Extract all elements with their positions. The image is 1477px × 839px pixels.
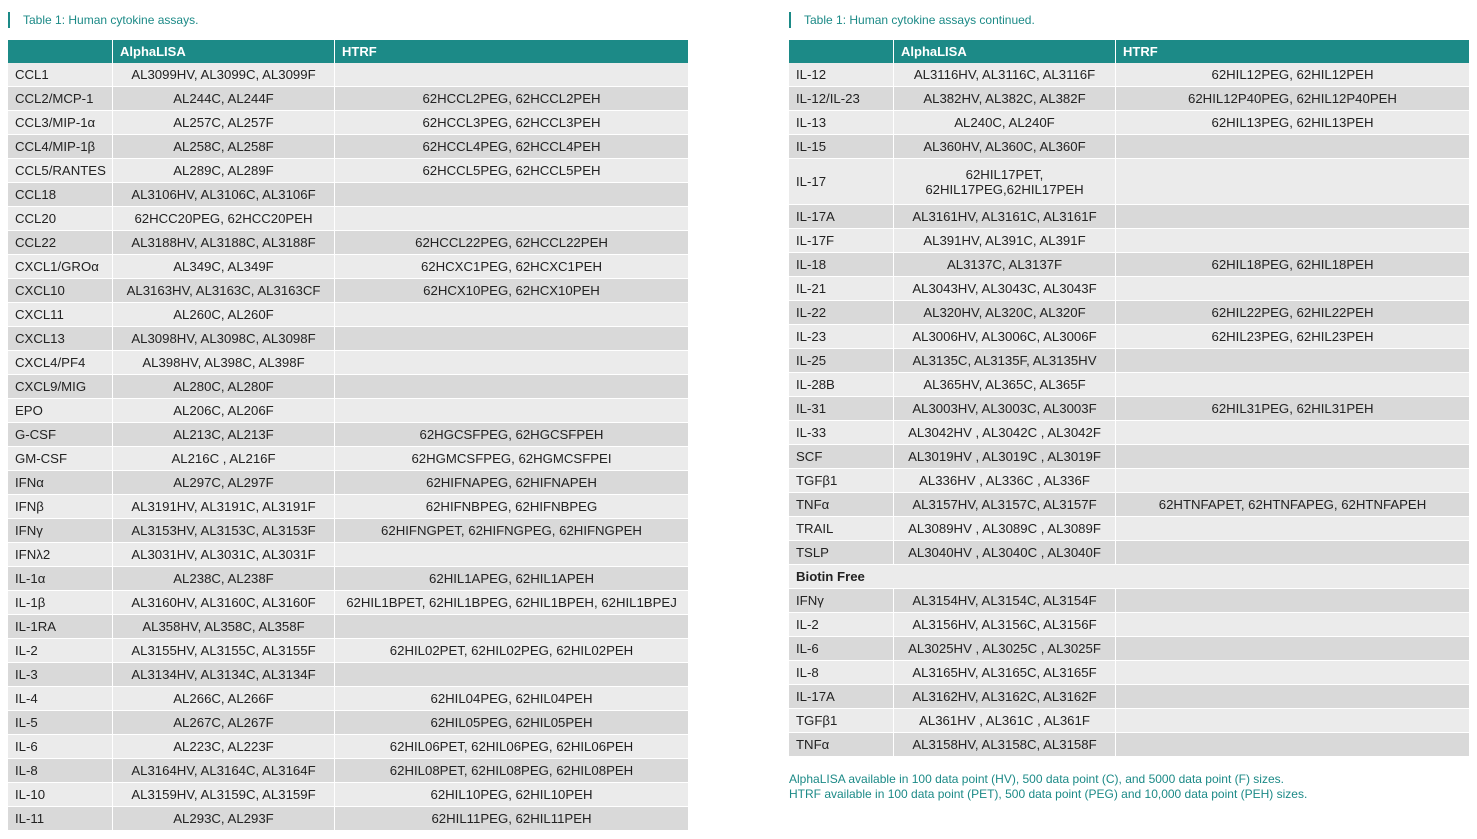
alphalisa-cell: AL3043HV, AL3043C, AL3043F — [894, 277, 1116, 301]
table-row — [789, 135, 1469, 159]
analyte-cell: IFNλ2 — [8, 543, 113, 567]
htrf-cell: 62HIL31PEG, 62HIL31PEH — [1116, 397, 1469, 421]
table-row — [789, 493, 1469, 517]
alphalisa-cell: AL3161HV, AL3161C, AL3161F — [894, 205, 1116, 229]
table-row — [8, 207, 688, 231]
table-row — [789, 541, 1469, 565]
footnote-alphalisa: AlphaLISA available in 100 data point (HV), 500 data point (C), and 5000 data point (F) sizes. — [789, 772, 1284, 786]
analyte-cell: IL-1RA — [8, 615, 113, 639]
analyte-cell: IL-25 — [789, 349, 894, 373]
analyte-cell: SCF — [789, 445, 894, 469]
analyte-cell: CCL22 — [8, 231, 113, 255]
table-row — [8, 759, 688, 783]
alphalisa-cell: AL360HV, AL360C, AL360F — [894, 135, 1116, 159]
alphalisa-cell: AL320HV, AL320C, AL320F — [894, 301, 1116, 325]
htrf-cell: 62HCCL5PEG, 62HCCL5PEH — [335, 159, 688, 183]
htrf-cell — [335, 543, 688, 567]
table-row — [789, 159, 1469, 205]
table-header-row — [8, 40, 688, 63]
analyte-cell: IFNα — [8, 471, 113, 495]
analyte-cell: IFNβ — [8, 495, 113, 519]
analyte-cell: TGFβ1 — [789, 709, 894, 733]
htrf-cell: 62HTNFAPET, 62HTNFAPEG, 62HTNFAPEH — [1116, 493, 1469, 517]
htrf-cell — [335, 663, 688, 687]
htrf-cell — [1116, 205, 1469, 229]
table-row — [8, 615, 688, 639]
table-row — [8, 567, 688, 591]
alphalisa-cell: AL3031HV, AL3031C, AL3031F — [113, 543, 335, 567]
htrf-cell: 62HIL22PEG, 62HIL22PEH — [1116, 301, 1469, 325]
table-row — [8, 135, 688, 159]
analyte-cell: TNFα — [789, 733, 894, 757]
analyte-cell: TNFα — [789, 493, 894, 517]
analyte-cell: CCL1 — [8, 63, 113, 87]
alphalisa-cell: AL3116HV, AL3116C, AL3116F — [894, 63, 1116, 87]
alphalisa-cell: AL3156HV, AL3156C, AL3156F — [894, 613, 1116, 637]
htrf-cell — [335, 351, 688, 375]
alphalisa-cell: 62HCC20PEG, 62HCC20PEH — [113, 207, 335, 231]
analyte-cell: IL-28B — [789, 373, 894, 397]
htrf-cell: 62HIL23PEG, 62HIL23PEH — [1116, 325, 1469, 349]
table-row — [8, 327, 688, 351]
analyte-cell: CXCL13 — [8, 327, 113, 351]
analyte-cell: IL-3 — [8, 663, 113, 687]
htrf-cell: 62HGCSFPEG, 62HGCSFPEH — [335, 423, 688, 447]
header-analyte — [789, 40, 894, 63]
table-row — [789, 111, 1469, 135]
htrf-cell: 62HIFNAPEG, 62HIFNAPEH — [335, 471, 688, 495]
table-row — [789, 637, 1469, 661]
htrf-cell — [335, 327, 688, 351]
alphalisa-cell: AL289C, AL289F — [113, 159, 335, 183]
table-row — [789, 421, 1469, 445]
analyte-cell: IL-22 — [789, 301, 894, 325]
htrf-cell — [335, 183, 688, 207]
table-row — [8, 423, 688, 447]
alphalisa-cell: AL297C, AL297F — [113, 471, 335, 495]
analyte-cell: IFNγ — [8, 519, 113, 543]
analyte-cell: EPO — [8, 399, 113, 423]
htrf-cell — [335, 63, 688, 87]
table-row — [8, 159, 688, 183]
htrf-cell — [1116, 541, 1469, 565]
alphalisa-cell: AL266C, AL266F — [113, 687, 335, 711]
analyte-cell: IL-2 — [8, 639, 113, 663]
alphalisa-cell: AL3153HV, AL3153C, AL3153F — [113, 519, 335, 543]
alphalisa-cell: AL3042HV , AL3042C , AL3042F — [894, 421, 1116, 445]
alphalisa-cell: AL3165HV, AL3165C, AL3165F — [894, 661, 1116, 685]
table-row — [789, 397, 1469, 421]
htrf-cell — [1116, 421, 1469, 445]
htrf-cell — [335, 207, 688, 231]
htrf-cell — [1116, 589, 1469, 613]
table-row — [8, 495, 688, 519]
htrf-cell — [1116, 229, 1469, 253]
alphalisa-cell: AL336HV , AL336C , AL336F — [894, 469, 1116, 493]
htrf-cell: 62HIL1BPET, 62HIL1BPEG, 62HIL1BPEH, 62HIL1BPEJ — [335, 591, 688, 615]
cytokine-table-left — [8, 40, 688, 831]
htrf-cell: 62HIL11PEG, 62HIL11PEH — [335, 807, 688, 831]
analyte-cell: CCL4/MIP-1β — [8, 135, 113, 159]
htrf-cell: 62HIFNGPET, 62HIFNGPEG, 62HIFNGPEH — [335, 519, 688, 543]
header-htrf: HTRF — [1116, 40, 1469, 63]
alphalisa-cell: AL358HV, AL358C, AL358F — [113, 615, 335, 639]
htrf-cell — [1116, 277, 1469, 301]
table-caption-right: Table 1: Human cytokine assays continued. — [789, 12, 1035, 28]
alphalisa-cell: AL3134HV, AL3134C, AL3134F — [113, 663, 335, 687]
alphalisa-cell: AL3003HV, AL3003C, AL3003F — [894, 397, 1116, 421]
table-row — [8, 663, 688, 687]
analyte-cell: IL-23 — [789, 325, 894, 349]
table-row — [8, 255, 688, 279]
htrf-cell: 62HIL12P40PEG, 62HIL12P40PEH — [1116, 87, 1469, 111]
table-row — [8, 351, 688, 375]
alphalisa-cell: AL3135C, AL3135F, AL3135HV — [894, 349, 1116, 373]
alphalisa-cell: AL3160HV, AL3160C, AL3160F — [113, 591, 335, 615]
table-row — [8, 447, 688, 471]
alphalisa-cell: AL361HV , AL361C , AL361F — [894, 709, 1116, 733]
table-row — [789, 63, 1469, 87]
analyte-cell: IL-6 — [8, 735, 113, 759]
section-row-biotin-free — [789, 565, 1469, 589]
table-row — [789, 685, 1469, 709]
analyte-cell: IL-11 — [8, 807, 113, 831]
table-row — [789, 517, 1469, 541]
analyte-cell: IL-17A — [789, 205, 894, 229]
table-row — [8, 87, 688, 111]
htrf-cell: 62HCCL3PEG, 62HCCL3PEH — [335, 111, 688, 135]
alphalisa-cell: AL391HV, AL391C, AL391F — [894, 229, 1116, 253]
analyte-cell: IL-1β — [8, 591, 113, 615]
analyte-cell: IL-1α — [8, 567, 113, 591]
table-row — [789, 205, 1469, 229]
htrf-cell — [1116, 159, 1469, 205]
table-body-left — [8, 63, 688, 831]
alphalisa-cell: AL3162HV, AL3162C, AL3162F — [894, 685, 1116, 709]
alphalisa-cell: AL216C , AL216F — [113, 447, 335, 471]
htrf-cell: 62HGMCSFPEG, 62HGMCSFPEI — [335, 447, 688, 471]
table-row — [789, 325, 1469, 349]
alphalisa-cell: AL3157HV, AL3157C, AL3157F — [894, 493, 1116, 517]
header-analyte — [8, 40, 113, 63]
alphalisa-cell: 62HIL17PET, 62HIL17PEG,62HIL17PEH — [894, 159, 1116, 205]
section-label: Biotin Free — [789, 565, 1469, 589]
analyte-cell: IL-15 — [789, 135, 894, 159]
table-row — [8, 279, 688, 303]
analyte-cell: CXCL4/PF4 — [8, 351, 113, 375]
analyte-cell: CCL20 — [8, 207, 113, 231]
table-row — [789, 87, 1469, 111]
table-row — [789, 373, 1469, 397]
htrf-cell: 62HCXC1PEG, 62HCXC1PEH — [335, 255, 688, 279]
analyte-cell: G-CSF — [8, 423, 113, 447]
analyte-cell: CXCL11 — [8, 303, 113, 327]
header-alphalisa: AlphaLISA — [894, 40, 1116, 63]
table-row — [789, 349, 1469, 373]
analyte-cell: IL-31 — [789, 397, 894, 421]
htrf-cell: 62HIL04PEG, 62HIL04PEH — [335, 687, 688, 711]
alphalisa-cell: AL3164HV, AL3164C, AL3164F — [113, 759, 335, 783]
alphalisa-cell: AL382HV, AL382C, AL382F — [894, 87, 1116, 111]
htrf-cell — [335, 615, 688, 639]
table-header-row — [789, 40, 1469, 63]
alphalisa-cell: AL3191HV, AL3191C, AL3191F — [113, 495, 335, 519]
alphalisa-cell: AL3098HV, AL3098C, AL3098F — [113, 327, 335, 351]
alphalisa-cell: AL260C, AL260F — [113, 303, 335, 327]
table-row — [789, 589, 1469, 613]
alphalisa-cell: AL3025HV , AL3025C , AL3025F — [894, 637, 1116, 661]
alphalisa-cell: AL257C, AL257F — [113, 111, 335, 135]
table-row — [8, 111, 688, 135]
htrf-cell — [335, 375, 688, 399]
alphalisa-cell: AL3158HV, AL3158C, AL3158F — [894, 733, 1116, 757]
htrf-cell: 62HIL10PEG, 62HIL10PEH — [335, 783, 688, 807]
alphalisa-cell: AL3099HV, AL3099C, AL3099F — [113, 63, 335, 87]
footnote-htrf: HTRF available in 100 data point (PET), 500 data point (PEG) and 10,000 data point (PEH) sizes. — [789, 787, 1308, 801]
table-row — [8, 639, 688, 663]
table-row — [8, 591, 688, 615]
alphalisa-cell: AL280C, AL280F — [113, 375, 335, 399]
header-alphalisa: AlphaLISA — [113, 40, 335, 63]
table-row — [789, 253, 1469, 277]
analyte-cell: IL-5 — [8, 711, 113, 735]
table-row — [8, 231, 688, 255]
htrf-cell: 62HIL18PEG, 62HIL18PEH — [1116, 253, 1469, 277]
htrf-cell — [1116, 469, 1469, 493]
analyte-cell: IFNγ — [789, 589, 894, 613]
analyte-cell: CXCL9/MIG — [8, 375, 113, 399]
table-row — [789, 445, 1469, 469]
analyte-cell: CCL5/RANTES — [8, 159, 113, 183]
table-row — [789, 469, 1469, 493]
table-row — [789, 661, 1469, 685]
htrf-cell: 62HIL05PEG, 62HIL05PEH — [335, 711, 688, 735]
htrf-cell: 62HCX10PEG, 62HCX10PEH — [335, 279, 688, 303]
table-row — [8, 687, 688, 711]
alphalisa-cell: AL3089HV , AL3089C , AL3089F — [894, 517, 1116, 541]
htrf-cell — [1116, 637, 1469, 661]
analyte-cell: CXCL10 — [8, 279, 113, 303]
analyte-cell: IL-17F — [789, 229, 894, 253]
alphalisa-cell: AL240C, AL240F — [894, 111, 1116, 135]
alphalisa-cell: AL3159HV, AL3159C, AL3159F — [113, 783, 335, 807]
htrf-cell — [335, 399, 688, 423]
htrf-cell — [1116, 685, 1469, 709]
alphalisa-cell: AL3006HV, AL3006C, AL3006F — [894, 325, 1116, 349]
table-row — [8, 303, 688, 327]
alphalisa-cell: AL365HV, AL365C, AL365F — [894, 373, 1116, 397]
table-body-right — [789, 63, 1469, 757]
alphalisa-cell: AL3163HV, AL3163C, AL3163CF — [113, 279, 335, 303]
analyte-cell: IL-8 — [789, 661, 894, 685]
alphalisa-cell: AL3040HV , AL3040C , AL3040F — [894, 541, 1116, 565]
table-row — [789, 301, 1469, 325]
htrf-cell — [1116, 445, 1469, 469]
alphalisa-cell: AL3155HV, AL3155C, AL3155F — [113, 639, 335, 663]
analyte-cell: GM-CSF — [8, 447, 113, 471]
header-htrf: HTRF — [335, 40, 688, 63]
analyte-cell: IL-12 — [789, 63, 894, 87]
htrf-cell — [1116, 373, 1469, 397]
analyte-cell: CCL18 — [8, 183, 113, 207]
table-row — [789, 229, 1469, 253]
alphalisa-cell: AL3019HV , AL3019C , AL3019F — [894, 445, 1116, 469]
htrf-cell: 62HIL13PEG, 62HIL13PEH — [1116, 111, 1469, 135]
analyte-cell: TGFβ1 — [789, 469, 894, 493]
analyte-cell: IL-18 — [789, 253, 894, 277]
table-row — [8, 807, 688, 831]
footnotes — [789, 772, 1307, 802]
analyte-cell: CCL3/MIP-1α — [8, 111, 113, 135]
htrf-cell — [1116, 349, 1469, 373]
table-row — [8, 783, 688, 807]
table-row — [8, 735, 688, 759]
table-row — [789, 709, 1469, 733]
analyte-cell: TRAIL — [789, 517, 894, 541]
cytokine-table-right — [789, 40, 1469, 757]
analyte-cell: IL-12/IL-23 — [789, 87, 894, 111]
alphalisa-cell: AL267C, AL267F — [113, 711, 335, 735]
htrf-cell: 62HIL06PET, 62HIL06PEG, 62HIL06PEH — [335, 735, 688, 759]
alphalisa-cell: AL398HV, AL398C, AL398F — [113, 351, 335, 375]
analyte-cell: IL-21 — [789, 277, 894, 301]
alphalisa-cell: AL238C, AL238F — [113, 567, 335, 591]
htrf-cell: 62HIL02PET, 62HIL02PEG, 62HIL02PEH — [335, 639, 688, 663]
analyte-cell: IL-17A — [789, 685, 894, 709]
htrf-cell: 62HIL1APEG, 62HIL1APEH — [335, 567, 688, 591]
alphalisa-cell: AL3154HV, AL3154C, AL3154F — [894, 589, 1116, 613]
analyte-cell: CXCL1/GROα — [8, 255, 113, 279]
table-row — [8, 711, 688, 735]
alphalisa-cell: AL3106HV, AL3106C, AL3106F — [113, 183, 335, 207]
htrf-cell — [1116, 661, 1469, 685]
table-row — [789, 613, 1469, 637]
table-caption-left: Table 1: Human cytokine assays. — [8, 12, 198, 28]
analyte-cell: IL-4 — [8, 687, 113, 711]
htrf-cell: 62HCCL22PEG, 62HCCL22PEH — [335, 231, 688, 255]
analyte-cell: IL-6 — [789, 637, 894, 661]
analyte-cell: IL-13 — [789, 111, 894, 135]
alphalisa-cell: AL349C, AL349F — [113, 255, 335, 279]
htrf-cell — [1116, 733, 1469, 757]
table-row — [789, 277, 1469, 301]
table-row — [8, 471, 688, 495]
alphalisa-cell: AL3137C, AL3137F — [894, 253, 1116, 277]
analyte-cell: CCL2/MCP-1 — [8, 87, 113, 111]
htrf-cell: 62HCCL2PEG, 62HCCL2PEH — [335, 87, 688, 111]
htrf-cell — [1116, 135, 1469, 159]
table-row — [8, 543, 688, 567]
alphalisa-cell: AL293C, AL293F — [113, 807, 335, 831]
htrf-cell: 62HIL08PET, 62HIL08PEG, 62HIL08PEH — [335, 759, 688, 783]
htrf-cell: 62HIFNBPEG, 62HIFNBPEG — [335, 495, 688, 519]
htrf-cell — [1116, 517, 1469, 541]
alphalisa-cell: AL244C, AL244F — [113, 87, 335, 111]
analyte-cell: IL-10 — [8, 783, 113, 807]
analyte-cell: IL-33 — [789, 421, 894, 445]
htrf-cell: 62HIL12PEG, 62HIL12PEH — [1116, 63, 1469, 87]
table-row — [789, 733, 1469, 757]
htrf-cell — [1116, 709, 1469, 733]
analyte-cell: TSLP — [789, 541, 894, 565]
table-row — [8, 63, 688, 87]
alphalisa-cell: AL3188HV, AL3188C, AL3188F — [113, 231, 335, 255]
alphalisa-cell: AL223C, AL223F — [113, 735, 335, 759]
table-row — [8, 519, 688, 543]
table-row — [8, 183, 688, 207]
htrf-cell — [1116, 613, 1469, 637]
alphalisa-cell: AL213C, AL213F — [113, 423, 335, 447]
analyte-cell: IL-2 — [789, 613, 894, 637]
htrf-cell: 62HCCL4PEG, 62HCCL4PEH — [335, 135, 688, 159]
htrf-cell — [335, 303, 688, 327]
alphalisa-cell: AL258C, AL258F — [113, 135, 335, 159]
alphalisa-cell: AL206C, AL206F — [113, 399, 335, 423]
analyte-cell: IL-8 — [8, 759, 113, 783]
table-row — [8, 399, 688, 423]
table-row — [8, 375, 688, 399]
analyte-cell: IL-17 — [789, 159, 894, 205]
